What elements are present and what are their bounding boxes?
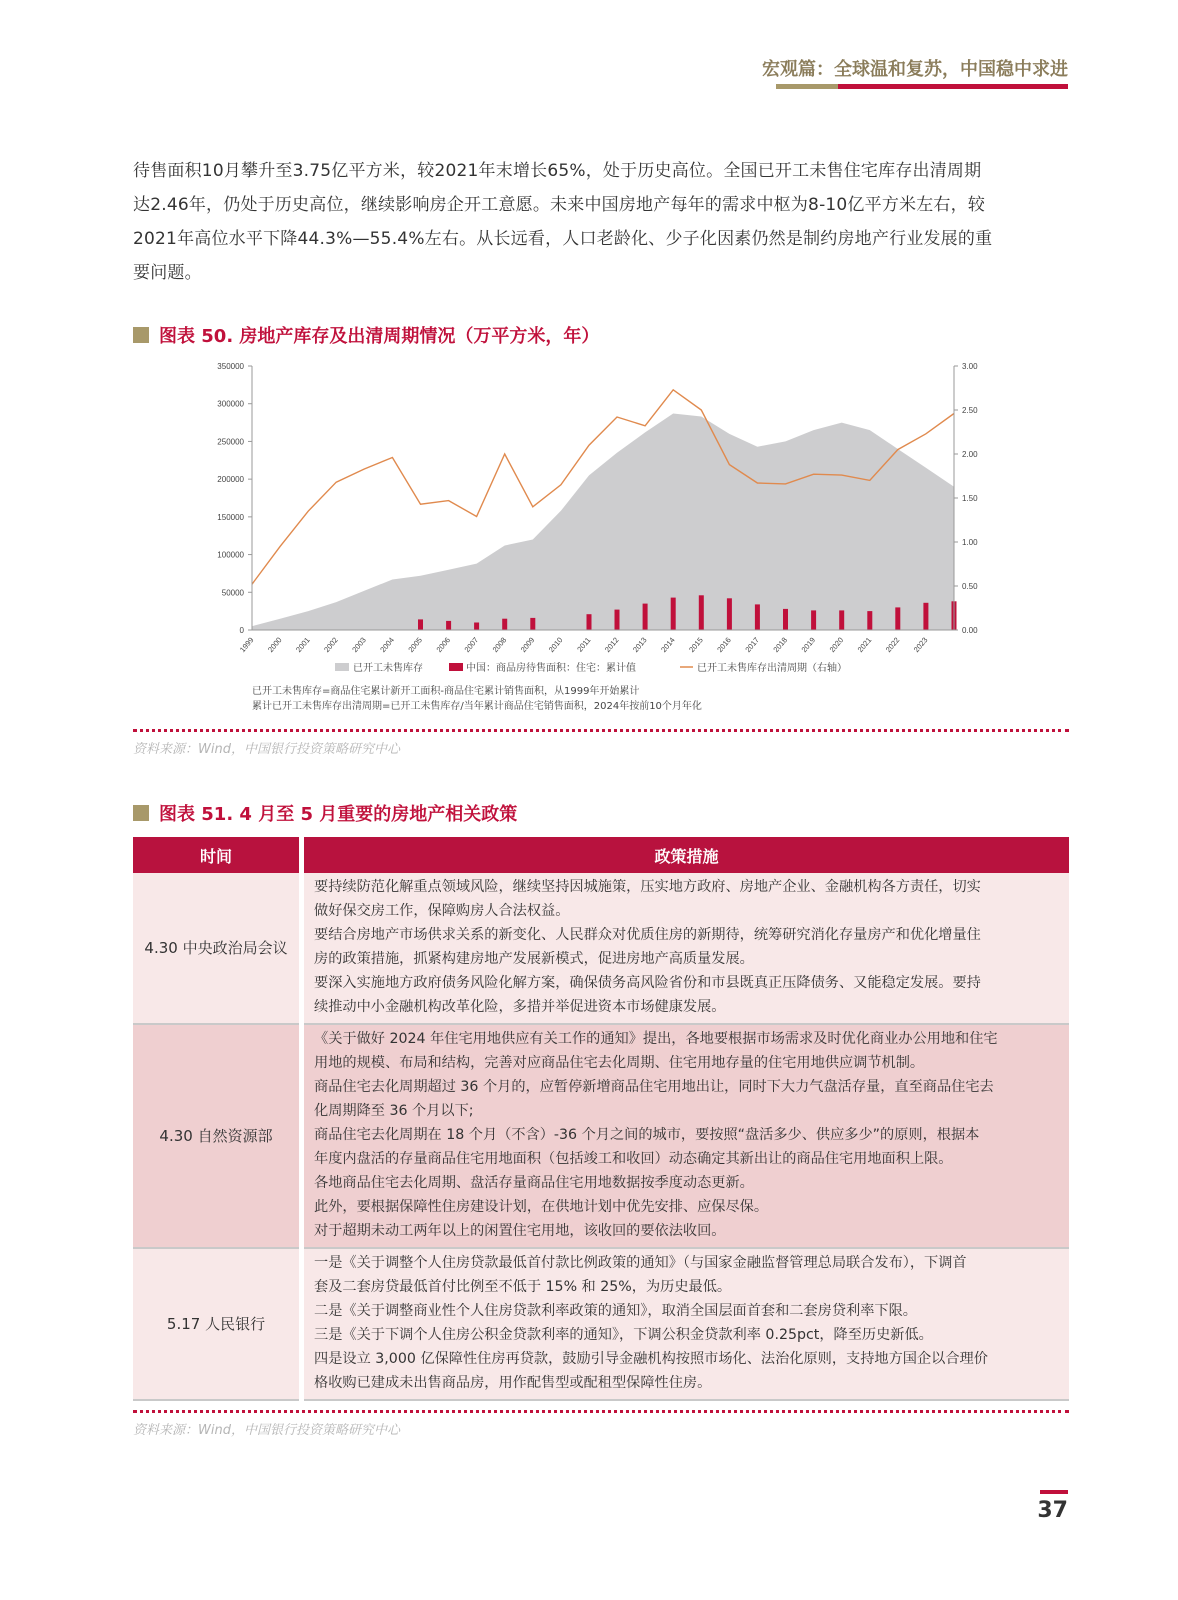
right-tick-label: 2.00 [962,450,978,459]
x-tick-label: 2023 [911,635,930,655]
measure-line: 房的政策措施，抓紧构建房地产发展新模式，促进房地产高质量发展。 [314,951,754,967]
bar-mark [643,604,648,630]
figure51-title [133,800,517,826]
x-tick-label: 2017 [743,635,761,655]
x-tick-label: 2009 [518,635,537,655]
x-tick-label: 2019 [799,635,818,655]
bar-mark [727,598,732,630]
x-tick-label: 2021 [855,635,874,655]
table-row [133,1248,1069,1400]
intro-line: 达2.46年，仍处于历史高位，继续影响房企开工意愿。未来中国房地产每年的需求中枢为8-10亿平方米左右，较 [133,195,986,215]
right-tick-label: 0.50 [962,582,978,591]
title-square-icon [133,327,149,343]
measure-line: 各地商品住宅去化周期、盘活存量商品住宅用地数据按季度动态更新。 [314,1175,754,1191]
measure-line: 要结合房地产市场供求关系的新变化、人民群众对优质住房的新期待，统筹研究消化存量房产和优化增量住 [314,927,981,943]
x-tick-label: 2012 [602,635,621,655]
bar-mark [474,623,479,631]
table-row [133,1024,1069,1248]
figure51-divider [133,1410,1069,1413]
left-tick-label: 250000 [217,437,244,447]
measure-line: 《关于做好 2024 年住宅用地供应有关工作的通知》提出，各地要根据市场需求及时优化商业办公用地和住宅 [314,1031,998,1047]
measure-line: 年度内盘活的存量商品住宅用地面积（包括竣工和收回）动态确定其新出让的商品住宅用地面积上限。 [314,1151,953,1167]
x-tick-label: 2003 [350,635,368,655]
x-tick-label: 2004 [378,635,396,655]
bar-mark [615,610,620,630]
measure-line: 套及二套房贷最低首付比例至不低于 15% 和 25%，为历史最低。 [314,1279,732,1295]
figure50-title [133,322,599,348]
x-tick-label: 2014 [659,635,677,655]
measure-line: 格收购已建成未出售商品房，用作配售型或配租型保障性住房。 [314,1375,712,1391]
bar-mark [671,598,676,630]
x-tick-label: 2000 [265,635,284,655]
x-tick-label: 2006 [434,635,453,655]
bar-mark [783,609,788,630]
bar-mark [418,619,423,630]
figure50-divider [133,729,1069,732]
right-tick-label: 0.00 [962,626,978,635]
measure-line: 用地的规模、布局和结构，完善对应商品住宅去化周期、住宅用地存量的住宅用地供应调节机制。 [314,1055,925,1071]
intro-line: 待售面积10月攀升至3.75亿平方米，较2021年末增长65%，处于历史高位。全国已开工未售住宅库存出清周期 [133,161,982,181]
x-tick-label: 2011 [575,635,593,654]
measure-line: 此外，要根据保障性住房建设计划，在供地计划中优先安排、应保尽保。 [314,1199,769,1215]
header-underline-red [838,84,1068,89]
x-tick-label: 1999 [237,635,256,655]
bar-mark [867,611,872,630]
measure-line: 二是《关于调整商业性个人住房贷款利率政策的通知》，取消全国层面首套和二套房贷利率下限。 [314,1303,917,1319]
measure-line: 四是设立 3,000 亿保障性住房再贷款，鼓励引导金融机构按照市场化、法治化原则，支持地方国企以合理价 [314,1351,988,1367]
legend-area-swatch [335,663,349,671]
page-number-bar [1040,1490,1068,1494]
page-number: 37 [1037,1498,1068,1523]
left-tick-label: 150000 [217,512,244,522]
x-tick-label: 2002 [322,635,340,655]
measure-line: 商品住宅去化周期在 18 个月（不含）-36 个月之间的城市，要按照“盘活多少、供应多少”的原则，根据本 [314,1127,980,1143]
figure51-source: 资料来源：Wind，中国银行投资策略研究中心 [133,1423,400,1438]
figure51-title-text: 图表 51. 4 月至 5 月重要的房地产相关政策 [159,804,518,825]
row-time: 5.17 人民银行 [133,1248,302,1400]
right-tick-label: 1.00 [962,538,978,547]
header-underline-gold [776,84,838,89]
measure-line: 做好保交房工作，保障购房人合法权益。 [314,903,570,919]
x-tick-label: 2022 [883,635,902,655]
bar-mark [755,604,760,630]
bar-mark [530,618,535,630]
header-time: 时间 [133,837,302,873]
left-tick-label: 100000 [217,550,244,560]
table-header-row [133,837,1069,873]
row-measures [302,873,1070,1024]
bar-mark [502,619,507,630]
x-tick-label: 2008 [490,635,509,655]
page-header-title: 宏观篇：全球温和复苏，中国稳中求进 [762,59,1068,80]
x-tick-label: 2018 [771,635,790,655]
x-tick-label: 2016 [715,635,733,655]
x-tick-label: 2007 [462,635,481,655]
chart-note: 已开工未售库存=商品住宅累计新开工面积-商品住宅累计销售面积，从1999年开始累计 [252,686,640,697]
x-tick-label: 2020 [827,635,846,655]
intro-paragraph [133,154,1069,290]
left-tick-label: 300000 [217,399,244,409]
header-underline [776,84,1068,89]
row-measures [302,1248,1070,1400]
bar-mark [839,610,844,630]
measure-line: 续推动中小金融机构改革化险，多措并举促进资本市场健康发展。 [314,999,726,1015]
legend-bar-swatch [449,663,463,671]
bar-mark [895,607,900,630]
x-tick-label: 2015 [687,635,705,655]
chart-note: 累计已开工未售库存出清周期=已开工未售库存/当年累计商品住宅销售面积，2024年按前10个月年化 [252,701,702,712]
measure-line: 要深入实施地方政府债务风险化解方案，确保债务高风险省份和市县既真正压降债务、又能稳定发展。要持 [314,975,981,991]
x-tick-label: 2001 [294,635,312,655]
measure-line: 商品住宅去化周期超过 36 个月的，应暂停新增商品住宅用地出让，同时下大力气盘活存量，直至商品住宅去 [314,1079,994,1095]
x-tick-label: 2013 [631,635,649,655]
measure-line: 要持续防范化解重点领域风险，继续坚持因城施策，压实地方政府、房地产企业、金融机构各方责任，切实 [314,879,981,895]
measure-line: 化周期降至 36 个月以下; [314,1103,474,1119]
legend-line-label: 已开工未售库存出清周期（右轴） [697,663,847,674]
left-tick-label: 0 [239,626,244,635]
right-tick-label: 1.50 [962,494,978,503]
measure-line: 三是《关于下调个人住房公积金贷款利率的通知》，下调公积金贷款利率 0.25pct，降至历史新低。 [314,1327,933,1343]
x-tick-label: 2010 [546,635,565,655]
left-tick-label: 350000 [217,362,244,371]
policy-table [133,837,1069,1401]
bar-mark [587,614,592,630]
measure-line: 一是《关于调整个人住房贷款最低首付款比例政策的通知》（与国家金融监督管理总局联合发布），下调首 [314,1255,967,1271]
left-tick-label: 200000 [217,475,244,485]
title-square-icon [133,805,149,821]
intro-line: 2021年高位水平下降44.3%—55.4%左右。从长远看，人口老龄化、少子化因素仍然是制约房地产行业发展的重 [133,229,993,249]
intro-line: 要问题。 [133,263,202,283]
right-tick-label: 2.50 [962,406,978,415]
row-measures [302,1024,1070,1248]
table-row [133,873,1069,1024]
row-time: 4.30 中央政治局会议 [133,873,302,1024]
bar-mark [811,610,816,630]
right-tick-label: 3.00 [962,362,978,371]
legend-area-label: 已开工未售库存 [353,663,423,674]
left-tick-label: 50000 [221,588,244,598]
figure50-title-text: 图表 50. 房地产库存及出清周期情况（万平方米，年） [159,326,600,347]
chart-svg [200,355,1000,715]
legend-bar-label: 中国：商品房待售面积：住宅：累计值 [466,663,636,674]
measure-line: 对于超期未动工两年以上的闲置住宅用地，该收回的要依法收回。 [314,1223,726,1239]
figure50-chart [200,355,1000,715]
bar-mark [446,621,451,630]
inventory-area [252,414,954,631]
header-measures: 政策措施 [302,837,1070,873]
row-time: 4.30 自然资源部 [133,1024,302,1248]
bar-mark [699,595,704,630]
bar-mark [923,603,928,630]
x-tick-label: 2005 [406,635,425,655]
figure50-source: 资料来源：Wind，中国银行投资策略研究中心 [133,742,400,757]
